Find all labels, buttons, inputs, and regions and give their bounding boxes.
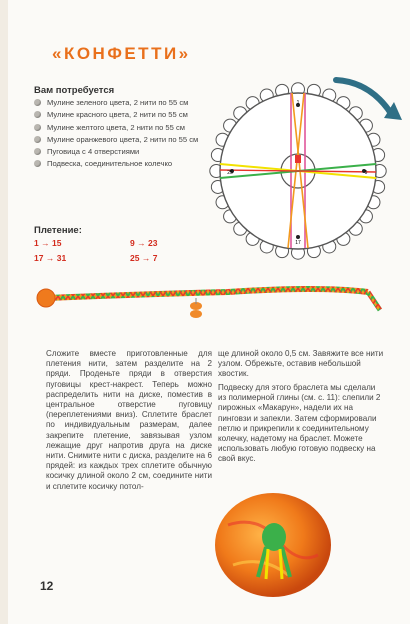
bullet-icon [34,99,41,106]
weaving-heading: Плетение: [34,225,82,236]
instructions-left-column: Сложите вместе приготовленные для плетения нити, затем разделите на 2 пряди. Проденьте пряди в отверстия пуговицы крест-накрест. Теперь можно распределить нити на диске, поместив в центральное отверстие пуговицу (переплетениями вниз). Сплетите браслет по индивидуальным размерам, далее закрепите плетение, завязывая узлом лежащие друг напротив друга на диске нити. Снимите нити с диска, разделите на 6 прядей: из каждых трех сплетите обычную косичку длиной около 2 см, соедините нити и сплетите косичку потол- [46,349,212,491]
disk-mark-label: 17 [295,240,301,246]
bracelet-photo [28,280,400,340]
list-item: Пуговица с 4 отверстиями [32,147,202,156]
bullet-icon [34,148,41,155]
disk-mark-label: 9 [364,170,368,176]
marker-dot [296,235,300,239]
button-knot [295,155,301,163]
bullet-icon [34,136,41,143]
button-closeup-photo [208,485,338,600]
list-item: Подвеска, соединительное колечко [32,159,202,168]
weaving-step: 25 → 7 [130,253,158,263]
cord-tail [368,292,380,310]
instructions-right-paragraph-2: Подвеску для этого браслета мы сделали из полимерной глины (см. с. 11): слепили 2 пирожных «Макарун», надели их на пинговзи и запекли. Затем сформировали петлю и прикрепили к соединительному колечку, надетому на браслет. Можете использовать любую готовую подвеску на свой вкус. [218,383,381,464]
braided-cord [48,289,368,298]
macaron-pendant [190,310,202,318]
materials-heading: Вам потребуется [34,85,115,96]
list-item: Мулине оранжевого цвета, 2 нити по 55 см [32,135,202,144]
instructions-right-paragraph-1: ще длиной около 0,5 см. Завяжите все нити узлом. Обрежьте, оставив небольшой хвостик. [218,349,384,379]
bullet-icon [34,160,41,167]
thread-knot [262,523,286,551]
braiding-disk-diagram [196,60,410,300]
list-item: Мулине красного цвета, 2 нити по 55 см [32,110,202,119]
disk-mark-label: 25 [227,170,233,176]
page-edge-band [0,0,8,624]
page-number: 12 [40,579,54,593]
bullet-icon [34,124,41,131]
button-clasp [37,289,55,307]
page-title: «КОНФЕТТИ» [52,44,191,63]
weaving-step: 1 → 15 [34,238,62,248]
weaving-step: 9 → 23 [130,238,158,248]
bullet-icon [34,111,41,118]
list-item: Мулине желтого цвета, 2 нити по 55 см [32,123,202,132]
materials-list [32,98,202,172]
weaving-step: 17 → 31 [34,253,67,263]
disk-mark-label: 1 [296,100,300,106]
list-item: Мулине зеленого цвета, 2 нити по 55 см [32,98,202,107]
